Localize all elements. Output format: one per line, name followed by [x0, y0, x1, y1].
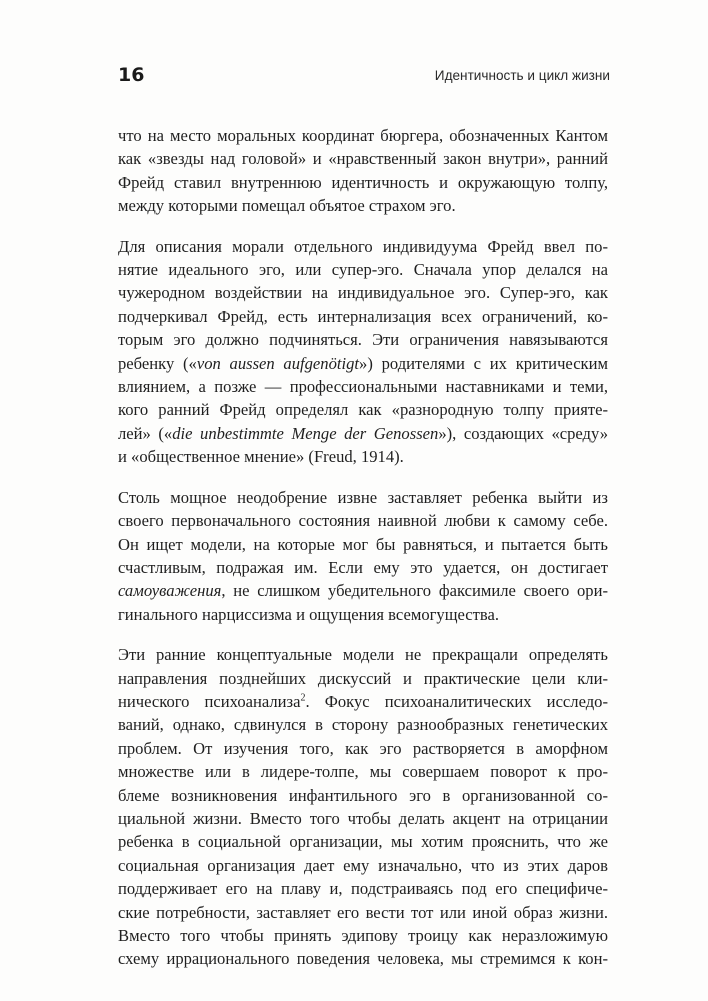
text-line: ские потребности, заставляет его вести тот или иной образ жизни.	[118, 902, 608, 922]
text-line: Вместо того чтобы принять эдипову троицу как неразложимую	[118, 926, 608, 945]
text-line: как «звезды над головой» и «нравственный закон внутри», ранний	[118, 149, 608, 169]
text-line	[118, 690, 608, 713]
text-line: циальной жизни. Вместо того чтобы делать акцент на отрицании	[118, 808, 608, 828]
text-line: своего первоначального состояния наивной любви к самому себе.	[118, 511, 608, 531]
page-header	[118, 62, 610, 92]
text-line	[118, 422, 608, 445]
text-line: что на место моральных координат бюргера, обозначенных Кантом	[118, 126, 608, 145]
text-line: влиянием, а позже — профессиональными наставниками и теми,	[118, 377, 608, 397]
body-text	[118, 124, 608, 988]
text-segment: лей» («	[118, 423, 173, 443]
text-line: гинального нарциссизма и ощущения всемогущества.	[118, 604, 500, 624]
text-segment: ») родителями с их критическим	[359, 353, 608, 373]
paragraph	[118, 235, 608, 469]
text-line: между которыми помещал объятое страхом эго.	[118, 196, 456, 216]
text-line: Он ищет модели, на которые мог бы равняться, и пытается быть	[118, 534, 608, 554]
text-line: поддерживает его на плаву и, подстраиваясь под его специфиче-	[118, 879, 608, 899]
italic-phrase: von aussen aufgenötigt	[196, 353, 360, 373]
text-segment: »), создающих «среду»	[438, 423, 609, 443]
text-line: схему иррационального поведения человека, мы стремимся к кон-	[118, 949, 608, 969]
text-line	[118, 352, 608, 375]
text-line: кого ранний Фрейд определял как «разнородную толпу прияте-	[118, 400, 608, 420]
italic-phrase: die unbestimmte Menge der Genossen	[172, 423, 439, 443]
text-segment: нического психоанализа	[118, 691, 301, 711]
paragraph	[118, 124, 608, 218]
text-line: Для описания морали отдельного индивидуума Фрейд ввел по-	[118, 236, 608, 256]
text-segment: , не слишком убедительного факсимиле своего ори-	[221, 581, 608, 601]
text-line: Эти ранние концептуальные модели не прекращали определять	[118, 645, 608, 665]
text-line: множестве или в лидере-толпе, мы совершаем поворот к про-	[118, 762, 608, 782]
text-line: и «общественное мнение» (Freud, 1914).	[118, 447, 404, 467]
text-line: торым эго должно подчиняться. Эти ограничения навязываются	[118, 330, 608, 350]
page-number: 16	[118, 64, 145, 86]
text-segment: . Фокус психоаналитических исследо-	[305, 691, 608, 711]
text-line: проблем. От изучения того, как эго растворяется в аморфном	[118, 738, 608, 758]
text-line: ваний, однако, сдвинулся в сторону разнообразных генетических	[118, 715, 608, 735]
text-line	[118, 579, 608, 602]
text-line: чужеродном воздействии на индивидуальное эго. Супер-эго, как	[118, 283, 608, 303]
text-line: подчеркивал Фрейд, есть интернализация всех ограничений, ко-	[118, 306, 608, 326]
text-line: Столь мощное неодобрение извне заставляет ребенка выйти из	[118, 487, 608, 507]
text-line: Фрейд ставил внутреннюю идентичность и окружающую толпу,	[118, 172, 608, 192]
text-line: блеме возникновения инфантильного эго в организованной со-	[118, 785, 608, 805]
text-line: направления позднейших дискуссий и практические цели кли-	[118, 668, 608, 688]
text-line: социальная организация дает ему изначально, что из этих даров	[118, 855, 608, 875]
text-line: нятие идеального эго, или супер-эго. Сначала упор делался на	[118, 260, 608, 280]
italic-phrase: самоуважения	[118, 581, 222, 601]
paragraph	[118, 486, 608, 626]
running-title: Идентичность и цикл жизни	[434, 68, 610, 83]
footnote-marker: 2	[300, 692, 306, 704]
text-line: счастливым, подражая им. Если ему это удается, он достигает	[118, 557, 608, 577]
paragraph	[118, 643, 608, 971]
text-segment: ребенку («	[118, 353, 197, 373]
text-line: ребенка в социальной организации, мы хотим прояснить, что же	[118, 832, 608, 852]
